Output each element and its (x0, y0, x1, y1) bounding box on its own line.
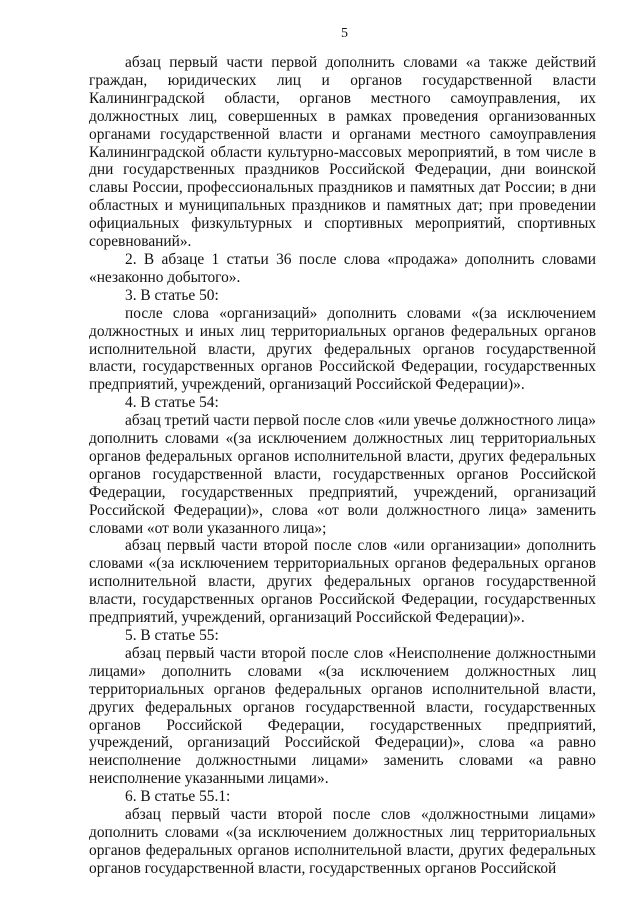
paragraph-item-4-heading: 4. В статье 54: (125, 394, 219, 412)
paragraph-item-5-text: абзац первый части второй после слов «Неисполнение должностными лицами» дополнить словами «(за исключением должностных лиц территориальных органов федеральных органов исполнительной власти, других федеральных органов государственной власти, государственных органов Российской Федерации, государственных предприятий, учреждений, организаций Российской Федерации)», слова «а равно неисполнение должностными лицами» заменить словами «а равно неисполнение указанными лицами». (89, 644, 596, 788)
paragraph-item-3-heading: 3. В статье 50: (125, 286, 219, 304)
document-body (89, 54, 596, 878)
paragraph-item-6-text: абзац первый части второй после слов «должностными лицами» дополнить словами «(за исключением должностных лиц территориальных органов федеральных органов исполнительной власти, других федеральных органов государственной власти, государственных органов Российской (89, 806, 596, 877)
page-number: 5 (341, 26, 348, 41)
paragraph-item-2: 2. В абзаце 1 статьи 36 после слова «продажа» дополнить словами «незаконно добытого». (89, 250, 596, 286)
paragraph-item-5-heading: 5. В статье 55: (125, 627, 219, 644)
paragraph-item-6-heading: 6. В статье 55.1: (125, 788, 231, 806)
paragraph-item-4-text-2: абзац первый части второй после слов «или организации» дополнить словами «(за исключением территориальных органов федеральных органов исполнительной власти, других федеральных органов государственной власти, государственных органов Российской Федерации, государственных предприятий, учреждений, организаций Российской Федерации)». (89, 537, 596, 627)
paragraph-item-4-text-1: абзац третий части первой после слов «или увечье должностного лица» дополнить словами «(за исключением должностных лиц территориальных органов федеральных органов исполнительной власти, других федеральных органов государственной власти, государственных органов Российской Федерации, государственных предприятий, учреждений, организаций Российской Федерации)», слова «от воли должностного лица» заменить словами «от воли указанного лица»; (89, 412, 596, 537)
paragraph-item-3-text: после слова «организаций» дополнить словами «(за исключением должностных и иных лиц территориальных органов федеральных органов исполнительной власти, других федеральных органов государственной власти, государственных органов Российской Федерации, государственных предприятий, учреждений, организаций Российской Федерации)». (89, 304, 596, 394)
paragraph-amend-first-part: абзац первый части первой дополнить словами «а также действий граждан, юридических лиц и органов государственной власти Калининградской области, органов местного самоуправления, их должностных лиц, совершенных в рамках проведения организованных органами государственной власти и органами местного самоуправления Калининградской области культурно-массовых мероприятий, в том числе в дни государственных праздников Российской Федерации, дни воинской славы России, профессиональных праздников и памятных дат России; в дни областных и муниципальных праздников и памятных дат; при проведении официальных физкультурных и спортивных мероприятий, спортивных соревнований». (89, 54, 596, 251)
